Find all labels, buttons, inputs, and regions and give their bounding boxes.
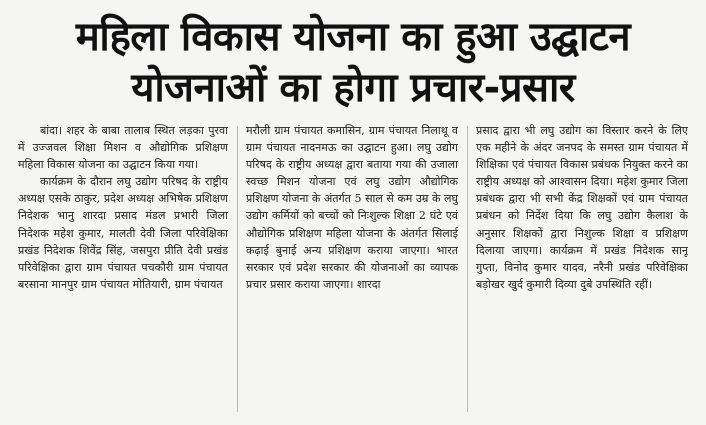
article-column-2 [246,122,458,422]
column-divider [467,126,468,412]
paragraph: बांदा। शहर के बाबा तालाब स्थित लड़का पुरवा में उज्जवल शिक्षा मिशन व औद्योगिक प्रशिक्षण महिला विकास योजना का उद्घाटन किया गया। [18,124,228,172]
column-divider [237,126,238,412]
article-column-1 [18,122,228,422]
paragraph: प्रसाद द्वारा भी लघु उद्योग का विस्तार करने के लिए एक महीने के अंदर जनपद के समस्त ग्राम पंचायत में शिक्षिका एवं पंचायत विकास प्रबंधक नियुक्त करने का राष्ट्रीय अध्यक्ष को आश्वासन दिया। महेश कुमार जिला प्रबंधक द्वारा भी सभी केंद्र शिक्षकों एवं ग्राम पंचायत प्रबंधन को निर्देश दिया कि लघु उद्योग कैलाश के अनुसार शिक्षकों द्वारा निशुल्क शिक्षा व प्रशिक्षण दिलाया जाएगा। कार्यक्रम में प्रखंड निदेशक सानू गुप्ता, विनोद कुमार यादव, नरैनी प्रखंड परिवेक्षिका बड़ोखर खुर्द कुमारी दिव्या दुबे उपस्थिति रहीं। [476,124,688,291]
headline-line-2: योजनाओं का होगा प्रचार-प्रसार [131,65,575,111]
headline-line-1: महिला विकास योजना का हुआ उद्घाटन [75,14,631,60]
article-body [18,122,690,422]
paragraph: कार्यक्रम के दौरान लघु उद्योग परिषद के राष्ट्रीय अध्यक्ष एसके ठाकुर, प्रदेश अध्यक्ष अभिषेक प्रशिक्षण निदेशक भानु शारदा प्रसाद मंडल प्रभारी जिला निदेशक महेश कुमार, मालती देवी जिला परिवेक्षिका प्रखंड निदेशक शिवेंद्र सिंह, जसपुरा प्रीति देवी प्रखंड परिवेक्षिका द्वारा ग्राम पंचायत पचकौरी ग्राम पंचायत बरसाना मानपुर ग्राम पंचायत मोतियारी, ग्राम पंचायत [18,175,228,291]
paragraph: मरौली ग्राम पंचायत कमासिन, ग्राम पंचायत निलाथू व ग्राम पंचायत नादनमऊ का उद्घाटन हुआ। लघु उद्योग परिषद के राष्ट्रीय अध्यक्ष द्वारा बताया गया की उजाला स्वच्छ मिशन योजना एवं लघु उद्योग औद्योगिक प्रशिक्षण योजना के अंतर्गत 5 साल से कम उम्र के लघु उद्योग कर्मियों को बच्चों को निःशुल्क शिक्षा 2 घंटे एवं औद्योगिक प्रशिक्षण महिला योजना के अंतर्गत सिलाई कढ़ाई बुनाई अन्य प्रशिक्षण कराया जाएगा। भारत सरकार एवं प्रदेश सरकार की योजनाओं का व्यापक प्रचार प्रसार कराया जाएगा। शारदा [246,124,458,291]
article-column-3 [476,122,688,422]
